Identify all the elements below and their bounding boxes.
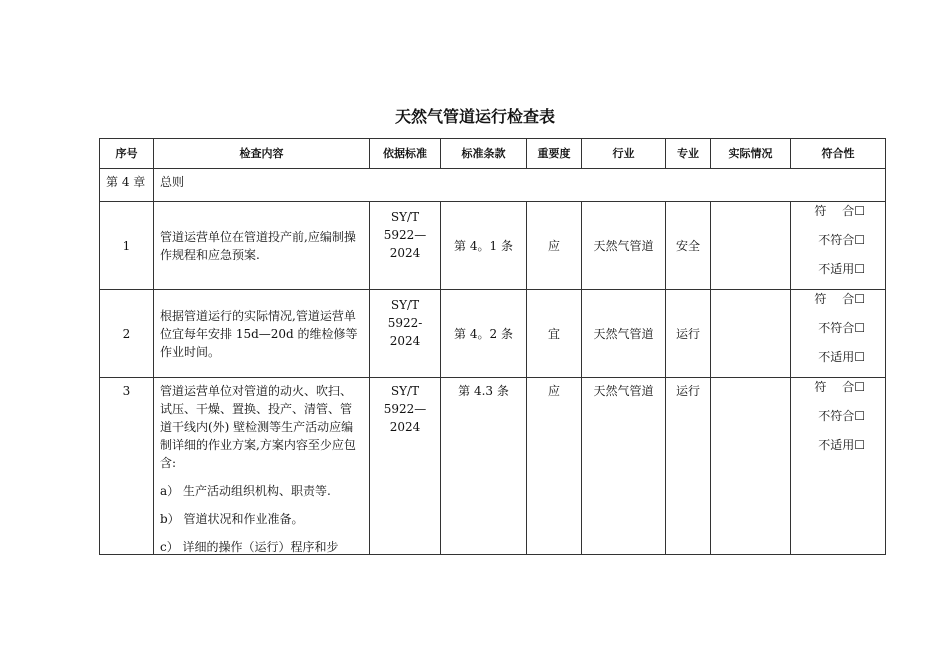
chapter-number: 第 4 章: [100, 169, 154, 202]
specialty-name: 运行: [666, 290, 711, 378]
check-content: [154, 290, 370, 378]
content-item-c: c） 详细的操作（运行）程序和步: [160, 540, 339, 554]
actual-situation: [711, 202, 791, 290]
header-no: 序号: [100, 139, 154, 169]
option-nonconform[interactable]: 不符合☐: [818, 409, 865, 423]
clause-reference: 第 4。1 条: [441, 202, 527, 290]
chapter-row: [100, 169, 886, 202]
table-row: [100, 378, 886, 555]
specialty-name: 运行: [666, 378, 711, 555]
clause-reference: 第 4。2 条: [441, 290, 527, 378]
standard-reference: SY/T 5922-2024: [370, 290, 441, 378]
option-conform[interactable]: 符 合☐: [814, 380, 865, 394]
option-not-applicable[interactable]: 不适用☐: [818, 438, 865, 452]
check-content: [154, 202, 370, 290]
option-nonconform[interactable]: 不符合☐: [818, 233, 865, 247]
table-row: [100, 202, 886, 290]
row-number: 2: [100, 290, 154, 378]
inspection-table: [99, 138, 886, 555]
option-not-applicable[interactable]: 不适用☐: [818, 262, 865, 276]
header-standard: 依据标准: [370, 139, 441, 169]
specialty-name: 安全: [666, 202, 711, 290]
header-content: 检查内容: [154, 139, 370, 169]
option-conform[interactable]: 符 合☐: [814, 292, 865, 306]
content-paragraph: 根据管道运行的实际情况,管道运营单位宜每年安排 15d—20d 的维检修等作业时间。: [160, 308, 358, 359]
option-nonconform[interactable]: 不符合☐: [818, 321, 865, 335]
importance-level: 应: [527, 202, 582, 290]
industry-name: 天然气管道: [582, 378, 666, 555]
row-number: 3: [100, 378, 154, 555]
conformity-options: [791, 290, 886, 378]
header-industry: 行业: [582, 139, 666, 169]
standard-reference: SY/T 5922—2024: [370, 378, 441, 555]
header-specialty: 专业: [666, 139, 711, 169]
importance-level: 宜: [527, 290, 582, 378]
document-title: 天然气管道运行检查表: [394, 107, 555, 126]
content-paragraph: 管道运营单位对管道的动火、吹扫、试压、干燥、置换、投产、清管、管道干线内(外) 壁检测等生产活动应编制详细的作业方案,方案内容至少应包含:: [160, 384, 356, 470]
conformity-options: [791, 378, 886, 555]
header-actual: 实际情况: [711, 139, 791, 169]
option-not-applicable[interactable]: 不适用☐: [818, 350, 865, 364]
content-item-b: b） 管道状况和作业准备。: [160, 512, 304, 526]
standard-reference: SY/T 5922—2024: [370, 202, 441, 290]
option-conform[interactable]: 符 合☐: [814, 204, 865, 218]
row-number: 1: [100, 202, 154, 290]
importance-level: 应: [527, 378, 582, 555]
content-item-a: a） 生产活动组织机构、职责等.: [160, 484, 331, 498]
header-importance: 重要度: [527, 139, 582, 169]
chapter-title: 总则: [154, 169, 886, 202]
actual-situation: [711, 290, 791, 378]
check-content: [154, 378, 370, 555]
actual-situation: [711, 378, 791, 555]
content-paragraph: 管道运营单位在管道投产前,应编制操作规程和应急预案.: [160, 229, 356, 262]
industry-name: 天然气管道: [582, 290, 666, 378]
industry-name: 天然气管道: [582, 202, 666, 290]
header-row: [100, 139, 886, 169]
conformity-options: [791, 202, 886, 290]
table-row: [100, 290, 886, 378]
clause-reference: 第 4.3 条: [441, 378, 527, 555]
header-conformity: 符合性: [791, 139, 886, 169]
header-clause: 标准条款: [441, 139, 527, 169]
